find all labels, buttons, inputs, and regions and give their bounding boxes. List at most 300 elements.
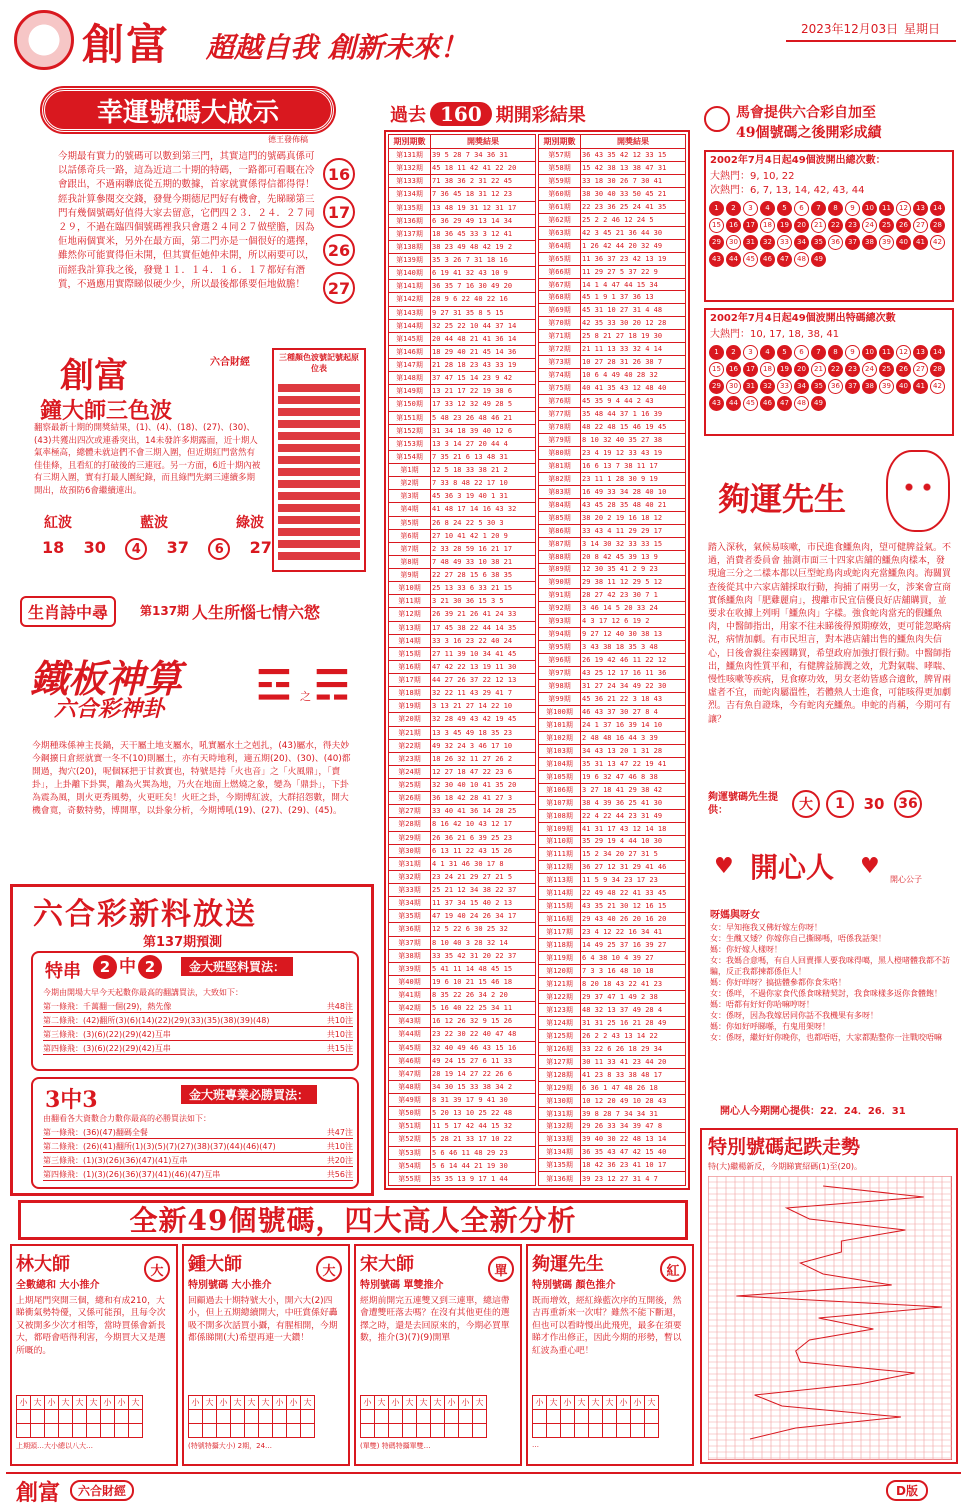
master-sub: 特別號碼 單雙推介 — [360, 1280, 444, 1291]
results-numbers: 23 22 30 22 40 47 48 — [431, 1028, 536, 1041]
results-numbers: 18 36 45 33 3 12 41 — [431, 227, 536, 240]
results-numbers: 39 8 28 7 34 34 31 — [581, 1107, 686, 1120]
results-period: 第153期 — [389, 437, 431, 450]
stat-ball: 26 — [896, 362, 911, 377]
results-numbers: 12 27 18 47 22 23 6 — [431, 765, 536, 778]
results-numbers: 23 24 21 29 27 21 5 — [431, 870, 536, 883]
results-numbers: 17 45 38 22 44 14 35 — [431, 621, 536, 634]
results-row — [389, 700, 536, 713]
results-period: 第131期 — [389, 149, 431, 162]
tema-num: 2 — [138, 955, 162, 979]
results-period: 第86期 — [539, 524, 581, 537]
kaixin-line: 女：係呀，繼好好你晚你，也都唔唔，大家都點整你一注戰咬唔嘛 — [710, 1033, 942, 1042]
masters-row — [10, 1244, 694, 1466]
results-numbers: 47 42 22 13 19 11 30 — [431, 660, 536, 673]
master-grid-cell: 大 — [575, 1396, 589, 1410]
mahui-sec1-hot1: 大熱門：9, 10, 22 — [710, 171, 795, 182]
results-period: 第29期 — [389, 831, 431, 844]
sanse-section — [20, 348, 360, 578]
master-grid-cell — [547, 1424, 561, 1438]
results-numbers: 11 5 9 34 23 17 23 — [581, 874, 686, 887]
results-period: 第119期 — [539, 952, 581, 965]
results-numbers: 34 43 13 20 1 31 28 — [581, 744, 686, 757]
results-numbers: 30 11 33 41 23 44 20 — [581, 1055, 686, 1068]
stat-ball: 48 — [794, 252, 809, 267]
mahui-box1 — [704, 150, 954, 302]
footer — [6, 1472, 961, 1504]
master-grid — [16, 1395, 143, 1438]
results-numbers: 29 38 11 12 29 5 12 — [581, 576, 686, 589]
stat-ball: 25 — [879, 362, 894, 377]
master-grid-cell — [589, 1410, 603, 1424]
results-row — [389, 752, 536, 765]
results-row — [539, 978, 686, 991]
results-numbers: 39 40 30 22 48 13 14 — [581, 1133, 686, 1146]
poem-section — [20, 596, 360, 628]
results-row — [539, 887, 686, 900]
tieban-section — [20, 648, 360, 878]
lucky-section — [18, 88, 358, 310]
results-period: 第101期 — [539, 718, 581, 731]
results-period: 第45期 — [389, 1041, 431, 1054]
results-numbers: 10 27 28 31 26 38 7 — [581, 356, 686, 369]
results-period: 第85期 — [539, 511, 581, 524]
results-numbers: 24 1 37 16 39 14 10 — [581, 718, 686, 731]
results-period: 第39期 — [389, 962, 431, 975]
results-numbers: 2 33 28 59 16 21 17 — [431, 542, 536, 555]
results-numbers: 36 35 7 16 30 49 20 — [431, 280, 536, 293]
results-period: 第108期 — [539, 809, 581, 822]
stat-ball: 39 — [879, 235, 894, 250]
results-period: 第104期 — [539, 757, 581, 770]
master-grid-cell — [31, 1424, 45, 1438]
master-grid-cell: 小 — [273, 1396, 287, 1410]
sanse-side-grid — [278, 380, 360, 560]
stat-ball: 36 — [828, 235, 843, 250]
stat-ball: 15 — [709, 362, 724, 377]
results-numbers: 22 23 36 25 24 41 35 — [581, 200, 686, 213]
san-desc: 金大班專業必勝買法： — [181, 1085, 317, 1104]
master-grid-cell — [115, 1424, 129, 1438]
results-row — [389, 989, 536, 1002]
results-period: 第100期 — [539, 705, 581, 718]
results-period: 第23期 — [389, 752, 431, 765]
results-numbers: 7 33 8 48 22 17 10 — [431, 477, 536, 490]
sanse-number: 4 — [125, 538, 147, 560]
results-numbers: 48 32 13 37 49 28 4 — [581, 1003, 686, 1016]
tema-nums — [93, 955, 162, 979]
results-numbers: 21 11 13 33 32 4 14 — [581, 343, 686, 356]
stat-ball: 7 — [811, 201, 826, 216]
results-row — [539, 667, 686, 680]
results-row — [539, 472, 686, 485]
results-numbers: 7 3 3 16 48 10 18 — [581, 965, 686, 978]
master-grid-cell — [459, 1424, 473, 1438]
results-period: 第105期 — [539, 770, 581, 783]
stat-ball: 32 — [760, 235, 775, 250]
results-row — [539, 731, 686, 744]
results-numbers: 28 27 42 23 30 7 1 — [581, 589, 686, 602]
master-grid-cell: 大 — [547, 1396, 561, 1410]
poem-title: 人生所惱七情六慾 — [192, 603, 321, 622]
results-row — [539, 718, 686, 731]
results-period: 第125期 — [539, 1029, 581, 1042]
results-period: 第144期 — [389, 319, 431, 332]
results-numbers: 45 35 9 4 44 2 43 — [581, 395, 686, 408]
results-row — [539, 952, 686, 965]
results-numbers: 35 29 19 4 44 10 30 — [581, 835, 686, 848]
master-grid-cell — [245, 1410, 259, 1424]
results-numbers: 20 44 48 21 41 36 14 — [431, 332, 536, 345]
results-row — [389, 188, 536, 201]
results-numbers: 18 26 32 11 27 26 2 — [431, 752, 536, 765]
results-period: 第135期 — [539, 1159, 581, 1172]
results-period: 第61期 — [539, 200, 581, 213]
results-period: 第41期 — [389, 989, 431, 1002]
kaixin-line: 女：我媽合意嗎，有自人回賣擇人要我咪得噶，黑人橙啫體我都不訪騙，反正我都揀都係佢人！ — [710, 956, 950, 976]
results-numbers: 38 30 40 33 50 45 21 — [581, 187, 686, 200]
results-row — [539, 343, 686, 356]
results-period: 第126期 — [539, 1042, 581, 1055]
results-numbers: 22 49 48 22 41 33 45 — [581, 887, 686, 900]
results-period: 第107期 — [539, 796, 581, 809]
lucky-number: 26 — [323, 234, 355, 266]
results-numbers: 49 24 15 27 6 11 33 — [431, 1054, 536, 1067]
trend-section — [700, 1128, 958, 1464]
results-row — [539, 1120, 686, 1133]
master-grid-cell — [217, 1410, 231, 1424]
gouyun-section — [700, 450, 958, 830]
results-row — [539, 1094, 686, 1107]
results-header: 期別期數 — [389, 135, 431, 149]
kaixin-line: 媽：你好咩呀？搞掂體參都你食朱咯！ — [710, 978, 846, 987]
results-numbers: 42 35 33 30 20 12 28 — [581, 317, 686, 330]
stat-ball: 35 — [811, 379, 826, 394]
stat-ball: 49 — [811, 252, 826, 267]
lucky-numbers — [323, 158, 359, 304]
results-row — [539, 835, 686, 848]
results-row — [389, 608, 536, 621]
results-numbers: 5 28 21 33 17 10 22 — [431, 1133, 536, 1146]
results-period: 第80期 — [539, 446, 581, 459]
results-numbers: 33 43 4 11 29 29 17 — [581, 524, 686, 537]
stat-ball: 2 — [726, 345, 741, 360]
header-slogan: 超越自我 創新未來！ — [206, 31, 468, 64]
master-grid-cell — [473, 1424, 487, 1438]
results-numbers: 16 49 33 34 28 40 10 — [581, 485, 686, 498]
results-period: 第139期 — [389, 254, 431, 267]
results-period: 第26期 — [389, 792, 431, 805]
results-numbers: 6 4 38 10 4 39 27 — [581, 952, 686, 965]
sanse-number: 37 — [166, 538, 189, 557]
san-row: 第三條飛：(1)(3)(26)(36)(47)(41)互串 共20注 — [43, 1156, 353, 1165]
results-row — [389, 949, 536, 962]
results-row — [539, 239, 686, 252]
results-row — [389, 1002, 536, 1015]
results-numbers: 48 22 48 15 46 19 45 — [581, 421, 686, 434]
heart-icon: ♥ — [714, 854, 734, 879]
results-period: 第96期 — [539, 654, 581, 667]
stat-ball: 31 — [743, 379, 758, 394]
lucky-body: 今期最有實力的號碼可以數到第三門，其實這門的號碼真係可以話係奇兵一路，這為近這二十期的特碼，一路都可看嘅在冷會跟出，不過兩聯底從五期的數據，首家就實係得信都得得！經我計算參閱交交錢，發覺今期德尼門好有機會，先睇睇第三門有幾個號碼好值得大家去留意，它們四２３．２４．２７同２９，不過在臨四個號碼裡我只會選２４同２７做壁膽，因為佢地兩個實米，另外在最方面，第二門亦是一個很好的選擇，雖然你可能實得佢未開，但其實佢她仲未開，所以兩要可以，而經我計算我之後，發覺１１．１４．１６．１７都好有潛質，不過應用實際睇似硬少少，所以最後都係要佢地做膽！ — [58, 151, 315, 290]
master-grid-cell — [533, 1424, 547, 1438]
results-period: 第94期 — [539, 628, 581, 641]
master-grid-cell — [45, 1424, 59, 1438]
stat-ball: 41 — [913, 379, 928, 394]
results-row — [389, 332, 536, 345]
master-sub: 全數總和 大小推介 — [16, 1280, 100, 1291]
results-period: 第57期 — [539, 149, 581, 162]
results-numbers: 5 6 46 11 48 29 23 — [431, 1146, 536, 1159]
master-grid-cell — [403, 1424, 417, 1438]
sanse-number: 30 — [83, 538, 106, 557]
stat-ball: 11 — [879, 201, 894, 216]
results-row — [389, 818, 536, 831]
stat-ball: 44 — [726, 252, 741, 267]
results-period: 第109期 — [539, 822, 581, 835]
results-period: 第121期 — [539, 978, 581, 991]
master-grid-cell — [631, 1424, 645, 1438]
results-row — [389, 910, 536, 923]
results-numbers: 42 3 45 21 36 44 30 — [581, 226, 686, 239]
sanse-body: 翻察最新十期的開獎結果，(1)、(4)、(18)、(27)、(30)、(43)共獲出四次或連番突出，14未發許多期露面，近十期人氣率極高，總體未就這們不會三期入圍，但近期紅門當然有佳佳條，且看紅的打破後的三連冠。另一方面，6近十期內被有三期入圍，實有打最人圍紀錄，而且綠門先網三連續多期開出，故預防6會繼續連出。 — [34, 423, 261, 496]
master-name: 宋大師 — [360, 1254, 414, 1275]
results-row — [539, 265, 686, 278]
master-grid-cell — [375, 1410, 389, 1424]
results-numbers: 6 19 41 32 43 10 9 — [431, 267, 536, 280]
results-numbers: 3 27 18 41 29 38 42 — [581, 783, 686, 796]
results-period: 第150期 — [389, 398, 431, 411]
results-period: 第146期 — [389, 345, 431, 358]
results-period: 第120期 — [539, 965, 581, 978]
footer-brand-sub: 六合財經 — [70, 1480, 134, 1501]
results-period: 第84期 — [539, 498, 581, 511]
results-period: 第97期 — [539, 667, 581, 680]
master-grid-cell: 小 — [389, 1396, 403, 1410]
master-note: … — [532, 1441, 539, 1449]
results-period: 第58期 — [539, 161, 581, 174]
results-row — [389, 477, 536, 490]
stat-ball: 13 — [913, 201, 928, 216]
results-period: 第133期 — [539, 1133, 581, 1146]
gouyun-number: 36 — [894, 790, 922, 818]
results-numbers: 4 1 31 46 30 17 8 — [431, 857, 536, 870]
results-period: 第149期 — [389, 385, 431, 398]
results-numbers: 22 27 28 15 6 38 35 — [431, 569, 536, 582]
master-grid-cell: 大 — [73, 1396, 87, 1410]
master-grid-cell — [17, 1424, 31, 1438]
stat-ball: 22 — [828, 362, 843, 377]
tema-label: 特串 — [45, 961, 81, 982]
master-grid-cell: 大 — [203, 1396, 217, 1410]
gouyun-body: 踏入深秋，氣候易咳嗽，市民進食鱷魚肉，望可健脾益氣。不過，消費者委員會 抽測市面三十四家店舖的鱷魚肉樣本，發現逾三分之二樣本都以巨型蛇鳥肉或蛇肉充當鱷魚肉。海關買查後從其中六家店舖採取行動，拘捕了兩男一女，涉案會宣商實係鱷魚肉「肥雞麗肩」，搜離市民宜信優良好店舖購買，並要求在收據上列明「鱷魚肉」字樣。強食蛇肉當充的假鱷魚肉，中醫師指出，用家不往未睇後得預期療效，更可能忽略病況，病情加劇。有市民坦言，對本港店舖出售的鱷魚肉失信心，日後會親往泰國購買，希望政府加強打假行動。中醫師指出，鱷魚肉性質平和，有健脾益肺潤之效，尤對氣喘、哮喘、慢性咳嗽等疾病，見食療功效，男女老幼皆感合適飲，脾胃兩虛者不宜，而蛇肉屬溫性，若體熱人士進食，可能咳得更加劇烈。吉有魚自證珠，今有蛇肉充鱷魚。申蛇的肖稱，今期可有讓？ — [708, 543, 952, 725]
results-row — [389, 1159, 536, 1172]
results-row — [539, 1107, 686, 1120]
results-row — [389, 975, 536, 988]
stat-ball: 49 — [811, 396, 826, 411]
master-grid-cell: 小 — [45, 1396, 59, 1410]
master-grid-cell: 大 — [31, 1396, 45, 1410]
stat-ball: 13 — [913, 345, 928, 360]
results-row — [539, 641, 686, 654]
results-numbers: 26 19 42 46 11 22 12 — [581, 654, 686, 667]
results-numbers: 10 12 20 49 10 28 43 — [581, 1094, 686, 1107]
results-row — [389, 385, 536, 398]
results-period: 第50期 — [389, 1107, 431, 1120]
master-badge: 單 — [488, 1256, 514, 1282]
tema-row: 第三條飛：(3)(6)(22)(29)(42)互串 共10注 — [43, 1030, 353, 1039]
results-period: 第54期 — [389, 1159, 431, 1172]
results-row — [539, 1172, 686, 1186]
stat-ball: 38 — [862, 379, 877, 394]
results-row — [389, 175, 536, 188]
master-grid-cell: 小 — [445, 1396, 459, 1410]
master-grid-cell: 小 — [287, 1396, 301, 1410]
master-grid-cell — [445, 1410, 459, 1424]
results-numbers: 45 18 11 42 41 22 20 — [431, 162, 536, 175]
results-period: 第16期 — [389, 660, 431, 673]
results-row — [389, 450, 536, 463]
results-numbers: 29 43 40 26 20 16 20 — [581, 913, 686, 926]
results-period: 第30期 — [389, 844, 431, 857]
results-period: 第98期 — [539, 680, 581, 693]
heart-icon: ♥ — [860, 854, 880, 879]
stat-ball: 4 — [760, 201, 775, 216]
results-row — [389, 1080, 536, 1093]
mahui-title-1: 馬會提供六合彩自加至 — [736, 105, 876, 121]
master-grid-cell: 小 — [115, 1396, 129, 1410]
results-period: 第103期 — [539, 744, 581, 757]
results-numbers: 44 27 26 37 22 12 13 — [431, 674, 536, 687]
results-row — [539, 770, 686, 783]
results-numbers: 8 10 32 40 35 27 38 — [581, 433, 686, 446]
results-row — [389, 595, 536, 608]
stat-ball: 3 — [743, 345, 758, 360]
results-row — [389, 464, 536, 477]
results-period: 第114期 — [539, 887, 581, 900]
results-row — [389, 857, 536, 870]
results-row — [389, 254, 536, 267]
mahui-sec1-hot2: 次熱門：6, 7, 13, 14, 42, 43, 44 — [710, 185, 865, 196]
san-row: 第一條飛：(36)(47)翻碼全餐 共47注 — [43, 1128, 353, 1137]
results-row — [389, 411, 536, 424]
results-numbers: 38 20 2 19 16 18 12 — [581, 511, 686, 524]
results-row — [539, 1042, 686, 1055]
results-numbers: 43 35 21 30 12 16 15 — [581, 900, 686, 913]
master-grid-cell — [603, 1424, 617, 1438]
results-numbers: 32 28 49 43 42 19 45 — [431, 713, 536, 726]
results-row — [389, 765, 536, 778]
master-grid-cell — [617, 1410, 631, 1424]
master-grid-cell: 大 — [375, 1396, 389, 1410]
stat-ball: 47 — [777, 396, 792, 411]
results-numbers: 25 13 33 6 33 21 15 — [431, 582, 536, 595]
results-row — [539, 161, 686, 174]
results-numbers: 3 43 38 18 35 3 48 — [581, 641, 686, 654]
stat-ball: 31 — [743, 235, 758, 250]
results-period: 第42期 — [389, 1002, 431, 1015]
master-note: (特號特攝大小) 2期，24… — [188, 1442, 273, 1450]
results-row — [539, 628, 686, 641]
results-numbers: 5 6 14 44 21 19 30 — [431, 1159, 536, 1172]
results-period: 第123期 — [539, 1003, 581, 1016]
results-row — [389, 293, 536, 306]
results-row — [539, 822, 686, 835]
stat-ball: 34 — [794, 235, 809, 250]
san-row: 第四條飛：(1)(3)(26)(36)(37)(41)(46)(47)互串 共56注 — [43, 1170, 353, 1179]
results-period: 第76期 — [539, 395, 581, 408]
gouyun-title: 夠運先生 — [718, 480, 847, 518]
kaixin-line: 媽：唔都有好好你哈嘛哼呀！ — [710, 1000, 814, 1009]
stat-ball: 10 — [862, 201, 877, 216]
results-period: 第63期 — [539, 226, 581, 239]
master-grid-cell — [87, 1424, 101, 1438]
results-numbers: 23 11 1 28 30 9 19 — [581, 472, 686, 485]
master-grid-cell: 小 — [631, 1396, 645, 1410]
results-period: 第13期 — [389, 621, 431, 634]
results-numbers: 33 3 16 23 22 40 24 — [431, 634, 536, 647]
master-text: 上期尾門突開三個，總和有成210，大睇衝氣勢特優，又係可能預，且每令次又被開多少次才相等，當時買係會新長大，都唔會唔得利害，今期買大又是選所嘅的。 — [16, 1296, 166, 1356]
results-numbers: 22 4 22 44 23 31 49 — [581, 809, 686, 822]
results-row — [389, 687, 536, 700]
clock-icon — [704, 106, 730, 132]
results-row — [539, 1055, 686, 1068]
master-grid — [188, 1395, 315, 1438]
results-numbers: 29 26 33 34 39 47 8 — [581, 1120, 686, 1133]
stat-ball: 44 — [726, 396, 741, 411]
results-period: 第6期 — [389, 529, 431, 542]
master-grid-cell — [217, 1424, 231, 1438]
results-numbers: 13 3 45 49 18 35 23 — [431, 726, 536, 739]
results-numbers: 12 5 18 33 38 21 2 — [431, 464, 536, 477]
results-numbers: 49 32 24 3 46 17 10 — [431, 739, 536, 752]
results-period: 第59期 — [539, 174, 581, 187]
master-name: 林大師 — [16, 1254, 70, 1275]
results-row — [539, 330, 686, 343]
results-row — [539, 654, 686, 667]
master-grid-cell — [231, 1410, 245, 1424]
san-row: 第二條飛：(26)(41)翻所(1)(3)(5)(7)(27)(38)(37)(44)(46)(47) 共10注 — [43, 1142, 353, 1151]
results-period: 第22期 — [389, 739, 431, 752]
master-grid-cell — [73, 1424, 87, 1438]
results-period: 第44期 — [389, 1028, 431, 1041]
results-row — [389, 319, 536, 332]
kaixin-lines — [710, 922, 954, 1094]
results-period: 第51期 — [389, 1120, 431, 1133]
sanse-label-blue: 藍波 — [140, 515, 168, 531]
results-row — [389, 149, 536, 162]
results-row — [389, 844, 536, 857]
stat-ball: 16 — [726, 362, 741, 377]
results-row — [389, 162, 536, 175]
results-period: 第18期 — [389, 687, 431, 700]
results-period: 第60期 — [539, 187, 581, 200]
results-numbers: 5 20 13 10 25 22 48 — [431, 1107, 536, 1120]
tema-box — [31, 951, 359, 1071]
results-numbers: 3 13 21 27 14 22 10 — [431, 700, 536, 713]
stat-ball: 23 — [845, 218, 860, 233]
results-period: 第117期 — [539, 926, 581, 939]
results-period: 第8期 — [389, 555, 431, 568]
sun-logo-icon — [14, 10, 74, 70]
stat-ball: 28 — [930, 218, 945, 233]
results-numbers: 8 31 39 17 9 41 30 — [431, 1094, 536, 1107]
kaixin-heading: 呀媽與呀女 — [710, 910, 760, 921]
master-grid-cell — [231, 1424, 245, 1438]
results-numbers: 36 43 35 42 12 33 15 — [581, 149, 686, 162]
master-grid-cell — [259, 1424, 273, 1438]
tieban-body: 今期種珠係神主長鍋，天干屬土地支屬水，吼實屬水土之剋扎，(43)屬水，得夫妙今鋼擴日倉經就實一冬不(10)則屬土，亦有天時地利，適五期(20)、(30)、(40)都開過，掏穴(20)，呢個冧把于甘救實也，特號是持「火也音」之「火風鼎」，「賣卦」，上卦離下卦巽，離為火巽為地，乃火在地面上燃燒之象，變為「鼎卦」，下卦為震為風，則火更秀風勢，火更旺矣！火旺之卦，今期博紅波，大群招怨數，開大機會寬，奇數特勢，博開單，以卦象分析，今期博吼(19)、(27)、(29)、(45)。 — [32, 741, 351, 816]
